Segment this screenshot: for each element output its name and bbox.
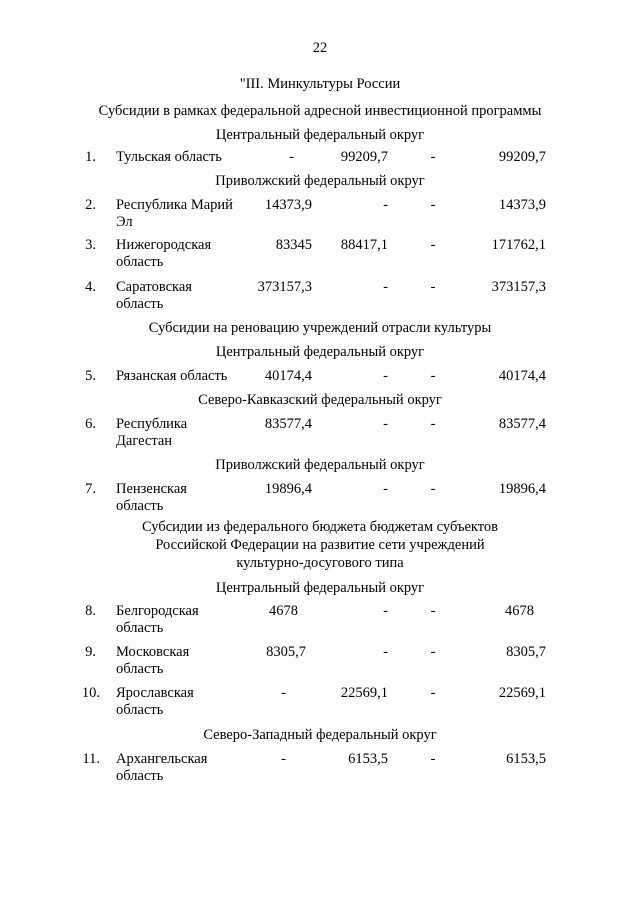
block-title: Субсидии в рамках федеральной адресной инвестиционной программы xyxy=(98,103,542,119)
value-col-3: - xyxy=(430,644,436,660)
value-col-1: - xyxy=(281,751,286,767)
value-col-3: - xyxy=(430,481,436,497)
value-col-1: 19896,4 xyxy=(264,481,312,497)
row-number: 10. xyxy=(81,685,100,701)
region-name: Рязанская область xyxy=(116,368,228,384)
row-number: 5. xyxy=(85,368,96,384)
row-number: 6. xyxy=(85,416,96,432)
value-col-3: - xyxy=(430,685,436,701)
value-col-1: - xyxy=(289,149,294,165)
value-col-1: 83345 xyxy=(275,237,312,253)
row-number: 7. xyxy=(85,481,96,497)
value-col-2: 22569,1 xyxy=(340,685,388,701)
value-col-3: - xyxy=(430,603,436,619)
row-number: 4. xyxy=(85,279,96,295)
region-name: Белгородская область xyxy=(116,603,199,636)
value-total: 171762,1 xyxy=(491,237,546,253)
region-name: Нижегородская область xyxy=(116,237,212,270)
block-title-line: Российской Федерации на развитие сети учреждений xyxy=(155,537,485,553)
value-col-2: 99209,7 xyxy=(340,149,388,165)
value-col-2: - xyxy=(383,481,388,497)
value-col-3: - xyxy=(430,149,436,165)
value-col-2: - xyxy=(383,279,388,295)
region-name: Республика Марий Эл xyxy=(116,197,233,230)
region-name: Республика Дагестан xyxy=(116,416,188,449)
value-col-2: - xyxy=(383,603,388,619)
value-col-1: 14373,9 xyxy=(264,197,312,213)
region-name: Тульская область xyxy=(116,149,222,165)
value-col-1: 40174,4 xyxy=(264,368,312,384)
value-col-3: - xyxy=(430,751,436,767)
value-col-3: - xyxy=(430,197,436,213)
region-name: Ярославская область xyxy=(116,685,194,718)
value-col-2: - xyxy=(383,368,388,384)
value-col-3: - xyxy=(430,237,436,253)
district-heading: Северо-Кавказский федеральный округ xyxy=(198,392,442,408)
value-col-2: 88417,1 xyxy=(340,237,388,253)
value-col-2: 6153,5 xyxy=(348,751,388,767)
value-total: 8305,7 xyxy=(506,644,546,660)
value-total: 19896,4 xyxy=(498,481,546,497)
block-title-line: Субсидии из федерального бюджета бюджетам субъектов xyxy=(141,519,499,535)
block-title: Субсидии на реновацию учреждений отрасли культуры xyxy=(148,320,492,336)
region-name: Московская область xyxy=(116,644,190,677)
row-number: 9. xyxy=(85,644,96,660)
district-heading: Центральный федеральный округ xyxy=(215,580,425,596)
district-heading: Приволжский федеральный округ xyxy=(215,457,425,473)
value-total: 99209,7 xyxy=(498,149,546,165)
page-number: 22 xyxy=(312,40,328,56)
row-number: 1. xyxy=(85,149,96,165)
district-heading: Приволжский федеральный округ xyxy=(215,173,425,189)
district-heading: Северо-Западный федеральный округ xyxy=(203,727,437,743)
row-number: 11. xyxy=(82,751,100,767)
region-name: Архангельская область xyxy=(116,751,208,784)
district-heading: Центральный федеральный округ xyxy=(215,344,425,360)
value-total: 373157,3 xyxy=(491,279,546,295)
value-total: 4678 xyxy=(505,603,534,619)
district-heading: Центральный федеральный округ xyxy=(215,127,425,143)
row-number: 3. xyxy=(85,237,96,253)
value-col-1: 8305,7 xyxy=(266,644,306,660)
region-name: Саратовская область xyxy=(116,279,192,312)
value-total: 83577,4 xyxy=(498,416,546,432)
value-col-1: 373157,3 xyxy=(257,279,312,295)
row-number: 8. xyxy=(85,603,96,619)
value-col-3: - xyxy=(430,416,436,432)
value-col-1: - xyxy=(281,685,286,701)
value-total: 22569,1 xyxy=(498,685,546,701)
block-title-line: культурно-досугового типа xyxy=(236,555,404,571)
value-col-1: 83577,4 xyxy=(264,416,312,432)
row-number: 2. xyxy=(85,197,96,213)
region-name: Пензенская область xyxy=(116,481,187,514)
value-col-2: - xyxy=(383,197,388,213)
value-total: 40174,4 xyxy=(498,368,546,384)
value-col-2: - xyxy=(383,416,388,432)
value-total: 6153,5 xyxy=(506,751,546,767)
value-col-3: - xyxy=(430,279,436,295)
value-col-2: - xyxy=(383,644,388,660)
value-col-3: - xyxy=(430,368,436,384)
section-title: "III. Минкультуры России xyxy=(239,76,401,92)
value-col-1: 4678 xyxy=(269,603,298,619)
value-total: 14373,9 xyxy=(498,197,546,213)
